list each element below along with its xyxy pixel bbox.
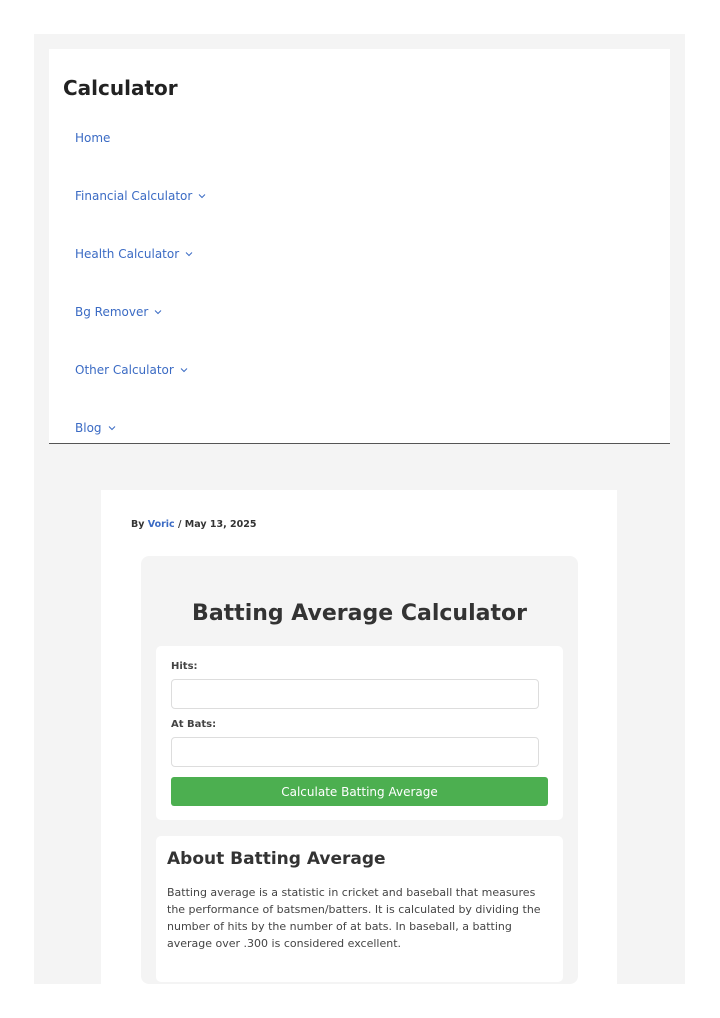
article-card: [101, 490, 617, 984]
nav-item-blog[interactable]: [75, 421, 116, 435]
nav-item-bg-remover[interactable]: [75, 305, 162, 319]
chevron-down-icon: [108, 424, 116, 432]
chevron-down-icon: [185, 250, 193, 258]
calculator-form: [156, 646, 563, 820]
nav-item-label: Health Calculator: [75, 247, 180, 261]
hits-label: Hits:: [171, 661, 198, 672]
nav-item-other-calculator[interactable]: [75, 363, 188, 377]
post-meta: [131, 519, 256, 530]
calculator-title: Batting Average Calculator: [192, 601, 527, 626]
calculate-button[interactable]: Calculate Batting Average: [171, 777, 548, 806]
site-header: [49, 49, 670, 444]
about-text: Batting average is a statistic in cricket and baseball that measures the performance of batsmen/batters. It is calculated by dividing the number of hits by the number of at bats. In baseball, a batting average over .300 is considered excellent.: [167, 886, 541, 950]
hits-input[interactable]: [171, 679, 539, 709]
nav-item-label: Home: [75, 131, 111, 145]
site-title[interactable]: Calculator: [63, 76, 178, 100]
meta-separator: /: [178, 519, 182, 530]
nav-item-label: Bg Remover: [75, 305, 149, 319]
chevron-down-icon: [154, 308, 162, 316]
calculator-container: [141, 556, 578, 984]
nav-item-financial-calculator[interactable]: [75, 189, 206, 203]
chevron-down-icon: [198, 192, 206, 200]
nav-item-label: Blog: [75, 421, 102, 435]
chevron-down-icon: [180, 366, 188, 374]
nav-item-label: Financial Calculator: [75, 189, 193, 203]
page-background: [34, 34, 685, 984]
at-bats-label: At Bats:: [171, 719, 217, 730]
at-bats-input[interactable]: [171, 737, 539, 767]
nav-item-home[interactable]: [75, 131, 110, 145]
meta-by: By: [131, 519, 145, 530]
post-date: May 13, 2025: [184, 519, 257, 530]
about-section: [156, 836, 563, 982]
nav-item-label: Other Calculator: [75, 363, 174, 377]
nav-item-health-calculator[interactable]: [75, 247, 193, 261]
about-title: About Batting Average: [167, 849, 386, 869]
author-link[interactable]: Voric: [147, 519, 175, 530]
